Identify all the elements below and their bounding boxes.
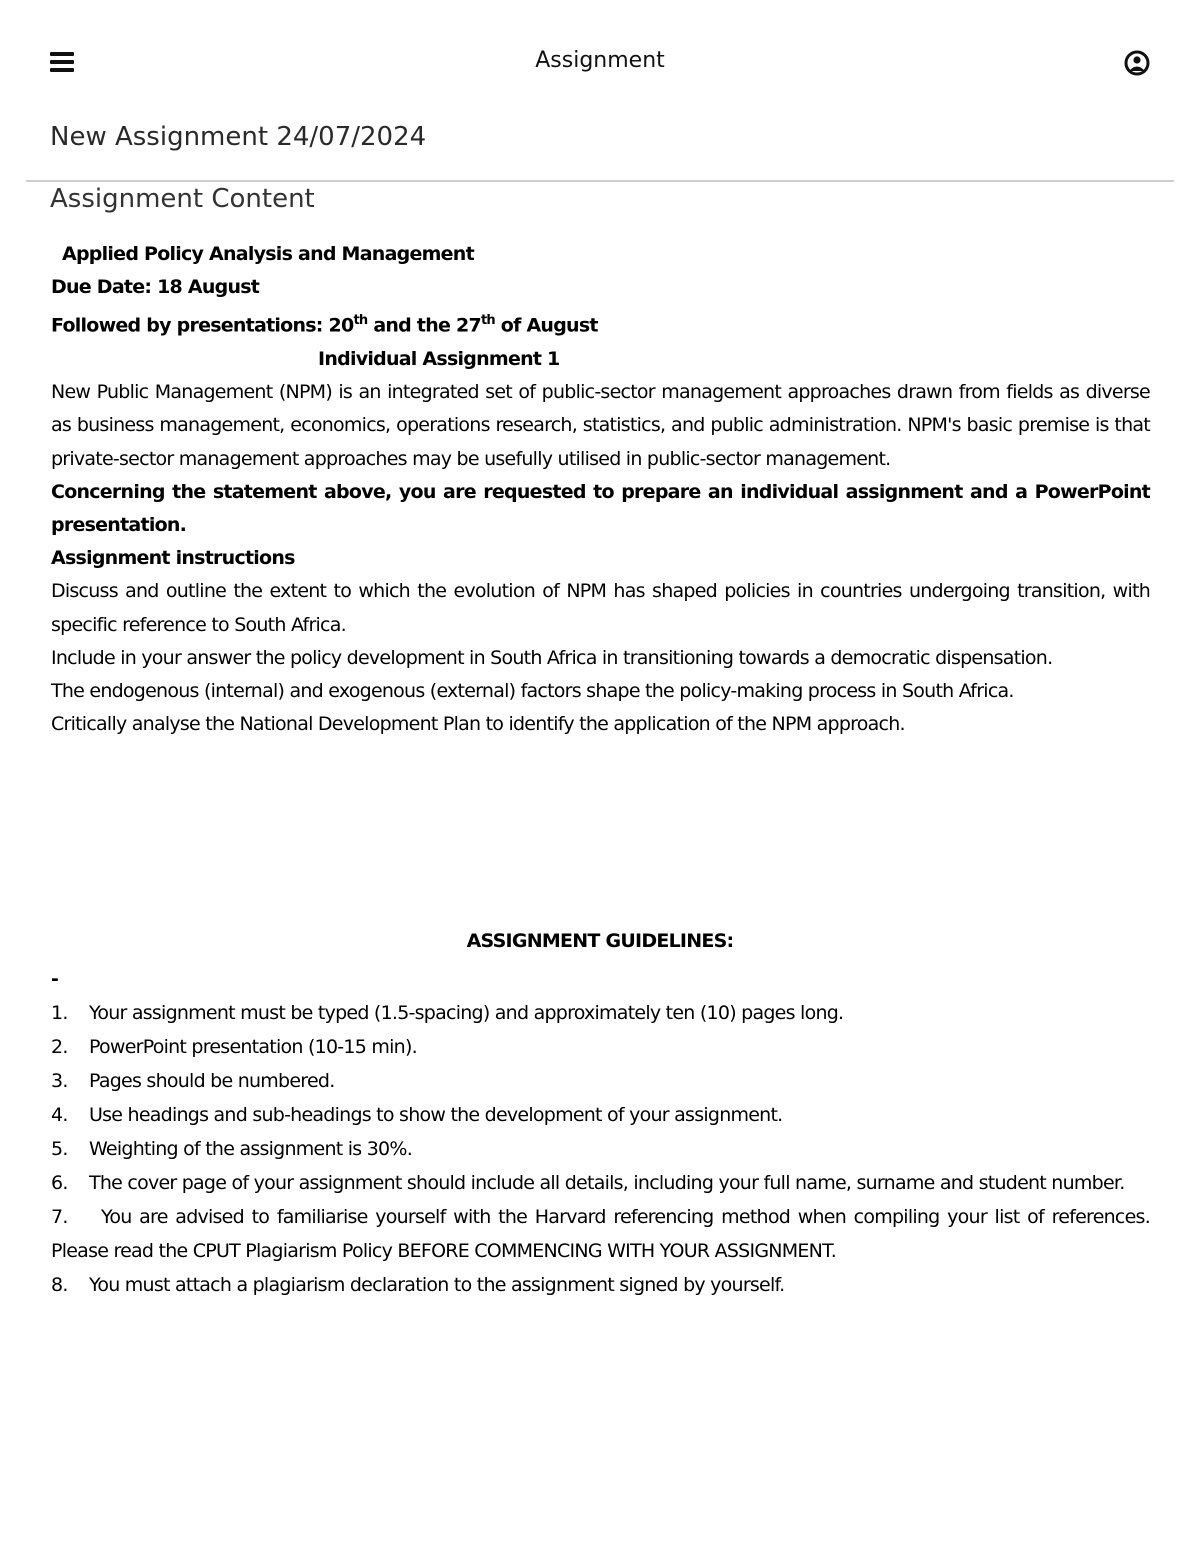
presentations-prefix: Followed by presentations: 20: [51, 314, 354, 337]
list-number: 6.: [51, 1172, 68, 1194]
list-item: [51, 996, 1150, 1030]
list-number: 3.: [51, 1070, 68, 1092]
presentation-dates: [51, 304, 1150, 343]
list-item: [51, 1030, 1150, 1064]
list-number: 8.: [51, 1274, 68, 1296]
list-text: PowerPoint presentation (10-15 min).: [89, 1036, 417, 1058]
list-item: [51, 1132, 1150, 1166]
instruction-paragraph: The endogenous (internal) and exogenous (external) factors shape the policy-making process in South Africa.: [51, 679, 1014, 702]
list-text: Pages should be numbered.: [89, 1070, 335, 1092]
presentations-sup-2: th: [480, 313, 495, 329]
presentations-mid: and the 27: [367, 314, 481, 337]
list-number: 1.: [51, 1002, 68, 1024]
guidelines-dash: -: [51, 968, 59, 990]
guidelines-title: ASSIGNMENT GUIDELINES:: [466, 930, 734, 952]
course-title: Applied Policy Analysis and Management: [62, 243, 474, 265]
instructions-heading: Assignment instructions: [51, 547, 295, 570]
due-date: Due Date: 18 August: [51, 276, 260, 299]
guidelines-list: [51, 996, 1150, 1302]
app-bar-title: Assignment: [535, 48, 665, 73]
list-text: You must attach a plagiarism declaration to the assignment signed by yourself.: [89, 1274, 785, 1296]
list-item: [51, 1064, 1150, 1098]
assignment-content: [51, 238, 1150, 741]
instruction-paragraph: Critically analyse the National Development Plan to identify the application of the NPM approach.: [51, 713, 905, 736]
section-heading: Assignment Content: [50, 184, 315, 214]
intro-paragraph: New Public Management (NPM) is an integrated set of public-sector management approaches drawn from fields as diverse as business management, economics, operations research, statistics, and public administration. NPM's basic premise is that private-sector management approaches may be usefully utilised in public-sector management.: [51, 381, 1150, 470]
list-number: 5.: [51, 1138, 68, 1160]
instruction-paragraph: Include in your answer the policy development in South Africa in transitioning towards a democratic dispensation.: [51, 646, 1053, 669]
divider: [26, 180, 1174, 182]
list-number: 7.: [51, 1206, 68, 1228]
list-item: [51, 1268, 1150, 1302]
top-app-bar: [0, 0, 1200, 128]
request-statement: Concerning the statement above, you are requested to prepare an individual assignment and a PowerPoint presentation.: [51, 480, 1150, 536]
list-item: [51, 1200, 1150, 1268]
list-text: You are advised to familiarise yourself with the Harvard referencing method when compiling your list of references. Please read the CPUT Plagiarism Policy BEFORE COMMENCING WITH YOUR ASSIGNMENT.: [51, 1206, 1150, 1262]
list-text: The cover page of your assignment should include all details, including your full name, surname and student number.: [89, 1172, 1125, 1194]
page-title: New Assignment 24/07/2024: [50, 122, 427, 152]
list-text: Weighting of the assignment is 30%.: [89, 1138, 412, 1160]
list-text: Your assignment must be typed (1.5-spacing) and approximately ten (10) pages long.: [89, 1002, 844, 1024]
instruction-paragraph: Discuss and outline the extent to which the evolution of NPM has shaped policies in countries undergoing transition, with specific reference to South Africa.: [51, 580, 1150, 636]
list-number: 4.: [51, 1104, 68, 1126]
presentations-sup-1: th: [353, 313, 368, 329]
presentations-suffix: of August: [494, 314, 598, 337]
list-number: 2.: [51, 1036, 68, 1058]
assignment-title: Individual Assignment 1: [318, 347, 560, 370]
user-icon[interactable]: [1124, 50, 1150, 76]
list-item: [51, 1166, 1150, 1200]
list-text: Use headings and sub-headings to show the development of your assignment.: [89, 1104, 783, 1126]
list-item: [51, 1098, 1150, 1132]
